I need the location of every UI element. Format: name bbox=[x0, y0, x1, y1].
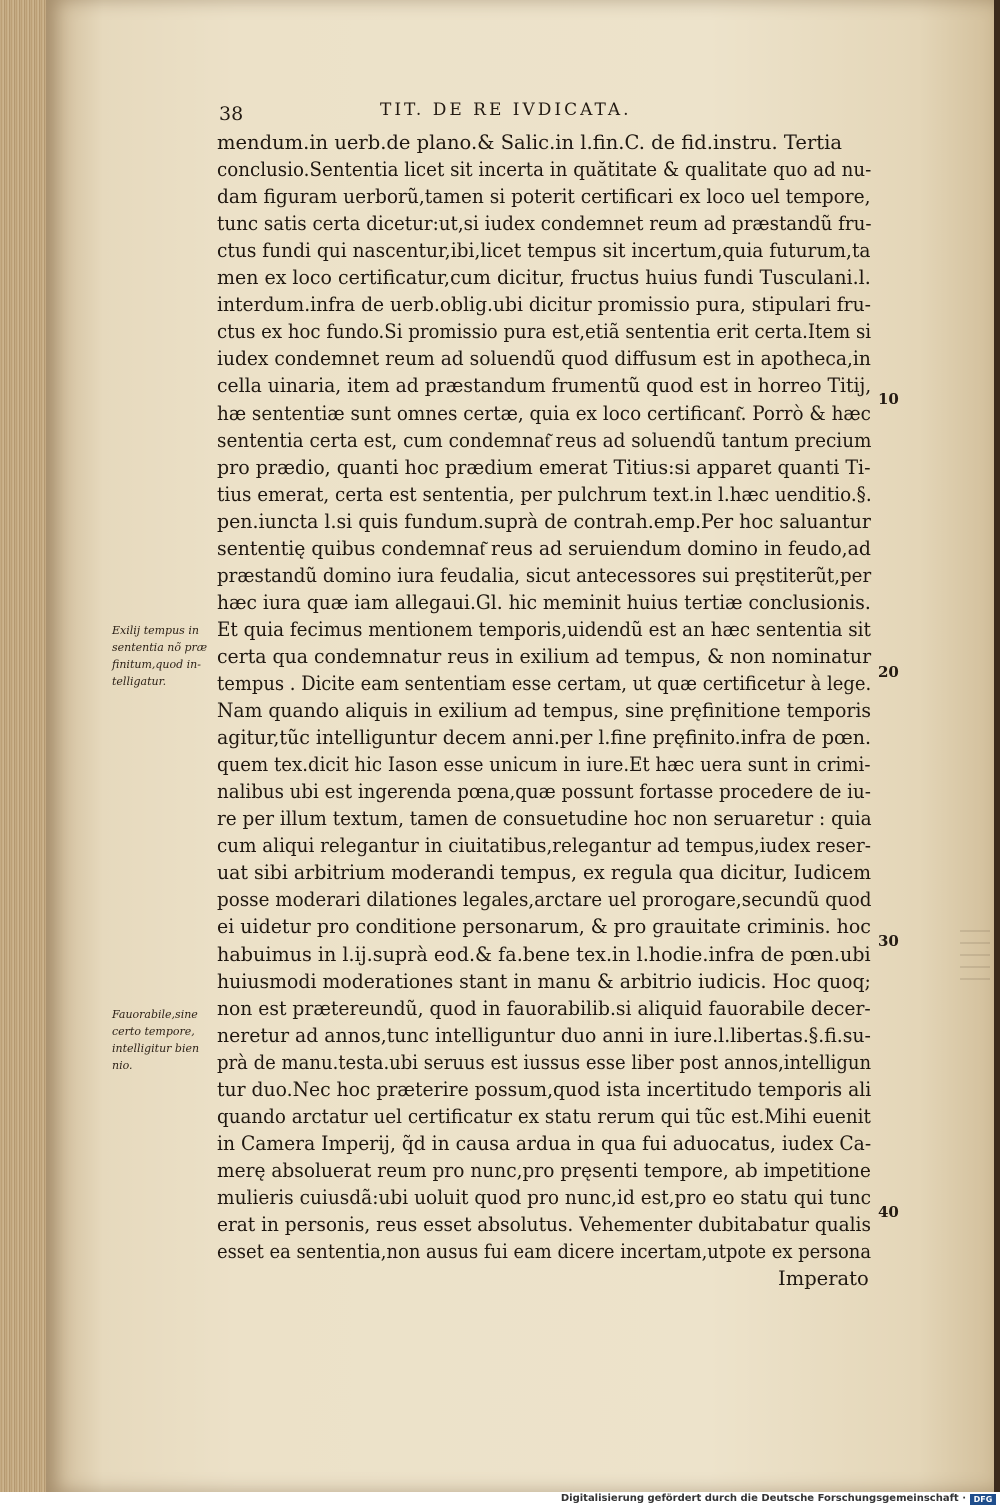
text-line: uat sibi arbitrium moderandi tempus, ex regula qua dicitur, Iudicem bbox=[217, 861, 872, 884]
text-line: mulieris cuiusdã:ubi uoluit quod pro nunc,id est,pro eo statu qui tunc bbox=[217, 1186, 872, 1209]
page-number: 38 bbox=[219, 103, 244, 125]
text-line: in Camera Imperij, q̃d in causa ardua in qua fui aduocatus, iudex Ca- bbox=[217, 1132, 872, 1155]
note-line: sententia nõ præ bbox=[112, 641, 208, 654]
text-line: cum aliqui relegantur in ciuitatibus,relegantur ad tempus,iudex reser- bbox=[217, 834, 871, 857]
text-line: prà de manu.testa.ubi seruus est iussus esse liber post annos,intelligun bbox=[217, 1051, 872, 1074]
text-line: pen.iuncta l.si quis fundum.suprà de contrah.emp.Per hoc saluantur bbox=[217, 510, 871, 533]
text-line: sententię quibus condemnat͂ reus ad seruiendum domino in feudo,ad bbox=[217, 537, 871, 560]
text-line: nalibus ubi est ingerenda pœna,quæ possunt fortasse procedere de iu- bbox=[217, 780, 871, 803]
text-line: ctus fundi qui nascentur,ibi,licet tempus sit incertum,quia futurum,ta bbox=[217, 239, 871, 262]
note-line: Exilij tempus in bbox=[112, 624, 199, 637]
text-line: cella uinaria, item ad præstandum frumentũ quod est in horreo Titij, bbox=[217, 374, 872, 397]
text-line: Et quia fecimus mentionem temporis,uidendũ est an hæc sententia sit bbox=[217, 618, 871, 641]
text-line: neretur ad annos,tunc intelliguntur duo anni in iure.l.libertas.§.fi.su- bbox=[217, 1024, 871, 1047]
text-line: merę absoluerat reum pro nunc,pro pręsenti tempore, ab impetitione bbox=[217, 1159, 871, 1182]
text-line: re per illum textum, tamen de consuetudine hoc non seruaretur : quia bbox=[217, 807, 872, 830]
line-number-40: 40 bbox=[878, 1203, 899, 1221]
text-line: ei uidetur pro conditione personarum, & pro grauitate criminis. hoc bbox=[217, 915, 871, 938]
text-line: hæc iura quæ iam allegaui.Gl. hic meminit huius tertiæ conclusionis. bbox=[217, 591, 871, 614]
text-line: esset ea sententia,non ausus fui eam dicere incertam,utpote ex persona bbox=[217, 1240, 872, 1263]
text-line: tius emerat, certa est sententia, per pulchrum text.in l.hæc uenditio.§. bbox=[217, 483, 872, 506]
text-line: Nam quando aliquis in exilium ad tempus, sine pręfinitione temporis bbox=[217, 699, 872, 722]
text-line: interdum.infra de uerb.oblig.ubi dicitur promissio pura, stipulari fru- bbox=[217, 293, 871, 316]
marginal-note-exile bbox=[112, 622, 216, 690]
text-line: præstandũ domino iura feudalia, sicut antecessores sui pręstiterũt,per bbox=[217, 564, 872, 587]
line-number-10: 10 bbox=[878, 390, 899, 408]
note-line: finitum,quod in- bbox=[112, 658, 201, 671]
line-number-30: 30 bbox=[878, 932, 899, 950]
text-line: huiusmodi moderationes stant in manu & arbitrio iudicis. Hoc quoq; bbox=[217, 970, 871, 993]
text-line: sententia certa est, cum condemnat͂ reus ad soluendũ tantum precium bbox=[217, 429, 872, 452]
text-line: quando arctatur uel certificatur ex statu rerum qui tũc est.Mihi euenit bbox=[217, 1105, 871, 1128]
text-line: tempus . Dicite eam sententiam esse certam, ut quæ certificetur à lege. bbox=[217, 672, 872, 695]
text-line: certa qua condemnatur reus in exilium ad tempus, & non nominatur bbox=[217, 645, 872, 668]
text-line: hæ sententiæ sunt omnes certæ, quia ex loco certificant͂. Porrò & hæc bbox=[217, 402, 871, 425]
note-line: telligatur. bbox=[112, 675, 167, 688]
text-line: tur duo.Nec hoc præterire possum,quod ista incertitudo temporis ali bbox=[217, 1078, 872, 1101]
text-line: posse moderari dilationes legales,arctare uel prorogare,secundũ quod bbox=[217, 888, 872, 911]
note-line: certo tempore, bbox=[112, 1025, 195, 1038]
note-line: Fauorabile,sine bbox=[112, 1008, 198, 1021]
note-line: intelligitur bien bbox=[112, 1042, 200, 1055]
text-line: non est prætereundũ, quod in fauorabilib.si aliquid fauorabile decer- bbox=[217, 997, 871, 1020]
digitization-footer bbox=[0, 1492, 1000, 1508]
text-line: agitur,tũc intelliguntur decem anni.per l.fine pręfinito.infra de pœn. bbox=[217, 726, 871, 749]
dfg-logo: DFG bbox=[970, 1494, 996, 1505]
note-line: nio. bbox=[112, 1059, 133, 1072]
text-line: ctus ex hoc fundo.Si promissio pura est,etiã sententia erit certa.Item si bbox=[217, 320, 872, 343]
text-line: men ex loco certificatur,cum dicitur, fructus huius fundi Tusculani.l. bbox=[217, 266, 871, 289]
text-line: habuimus in l.ij.suprà eod.& fa.bene tex.in l.hodie.infra de pœn.ubi bbox=[217, 943, 871, 966]
text-line: conclusio.Sententia licet sit incerta in quătitate & qualitate quo ad nu- bbox=[217, 158, 872, 181]
line-number-20: 20 bbox=[878, 663, 899, 681]
text-line: mendum.in uerb.de plano.& Salic.in l.fin.C. de fid.instru. Tertia bbox=[217, 131, 842, 154]
text-line: tunc satis certa dicetur:ut,si iudex condemnet reum ad præstandũ fru- bbox=[217, 212, 872, 235]
text-line: erat in personis, reus esset absolutus. Vehementer dubitabatur qualis bbox=[217, 1213, 871, 1236]
text-line: iudex condemnet reum ad soluendũ quod diffusum est in apotheca,in bbox=[217, 347, 871, 370]
text-line: Imperato bbox=[778, 1267, 869, 1290]
show-through-marks bbox=[960, 930, 990, 990]
text-line: quem tex.dicit hic Iason esse unicum in iure.Et hæc uera sunt in crimi- bbox=[217, 753, 871, 776]
text-line: pro prædio, quanti hoc prædium emerat Titius:si apparet quanti Ti- bbox=[217, 456, 871, 479]
text-line: dam figuram uerborũ,tamen si poterit certificari ex loco uel tempore, bbox=[217, 185, 871, 208]
book-edge bbox=[0, 0, 48, 1500]
marginal-note-favorable bbox=[112, 1006, 216, 1074]
footer-credit: Digitalisierung gefördert durch die Deutsche Forschungsgemeinschaft · bbox=[560, 1493, 966, 1504]
running-head: TIT. DE RE IVDICATA. bbox=[380, 100, 632, 120]
